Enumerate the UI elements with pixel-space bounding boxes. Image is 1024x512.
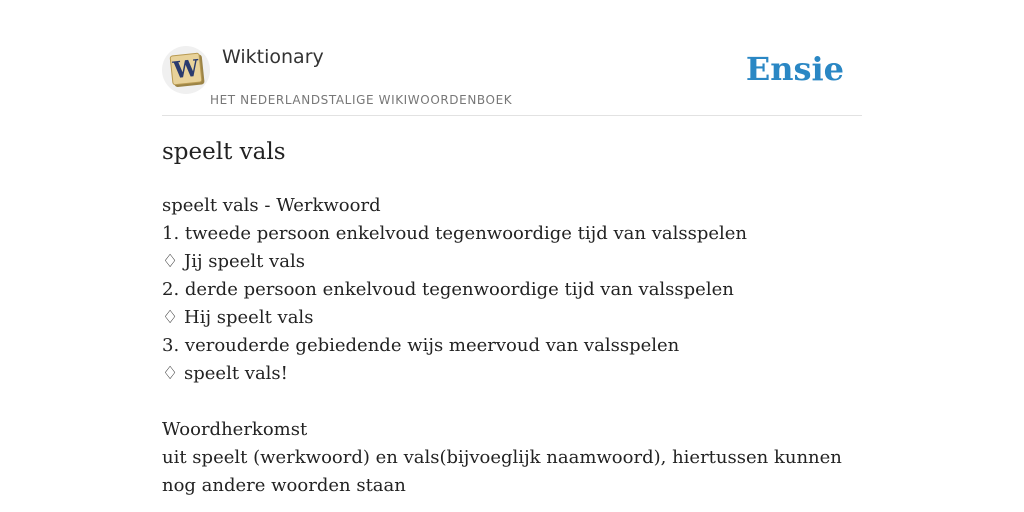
entry-heading: speelt vals - Werkwoord: [162, 195, 381, 216]
logo-letter: W: [171, 54, 201, 85]
logo-tile: [170, 53, 203, 86]
example-1: [162, 248, 862, 276]
example-3: [162, 360, 862, 388]
definition-3: 3. verouderde gebiedende wijs meervoud van valsspelen: [162, 335, 680, 356]
example-3-text: speelt vals!: [184, 363, 288, 384]
site-tagline: HET NEDERLANDSTALIGE WIKIWOORDENBOEK: [210, 93, 513, 107]
section-spacer: [162, 388, 862, 416]
entry-content: [162, 192, 862, 500]
definition-2: 2. derde persoon enkelvoud tegenwoordige tijd van valsspelen: [162, 279, 734, 300]
definition-1: 1. tweede persoon enkelvoud tegenwoordige tijd van valsspelen: [162, 223, 747, 244]
site-header: [162, 0, 862, 116]
site-name[interactable]: Wiktionary: [222, 46, 324, 68]
ensie-brand-link[interactable]: Ensie: [745, 50, 844, 88]
example-2-text: Hij speelt vals: [184, 307, 314, 328]
page: [162, 0, 862, 512]
etymology-heading: Woordherkomst: [162, 419, 308, 440]
etymology-text: uit speelt (werkwoord) en vals(bijvoeglijk naamwoord), hiertussen kunnen nog andere woorden staan: [162, 447, 842, 496]
example-2: [162, 304, 862, 332]
diamond-icon: ♢: [162, 251, 179, 272]
wiktionary-logo-icon[interactable]: [162, 46, 210, 94]
diamond-icon: ♢: [162, 363, 179, 384]
example-1-text: Jij speelt vals: [184, 251, 305, 272]
diamond-icon: ♢: [162, 307, 179, 328]
page-title: speelt vals: [162, 139, 286, 165]
